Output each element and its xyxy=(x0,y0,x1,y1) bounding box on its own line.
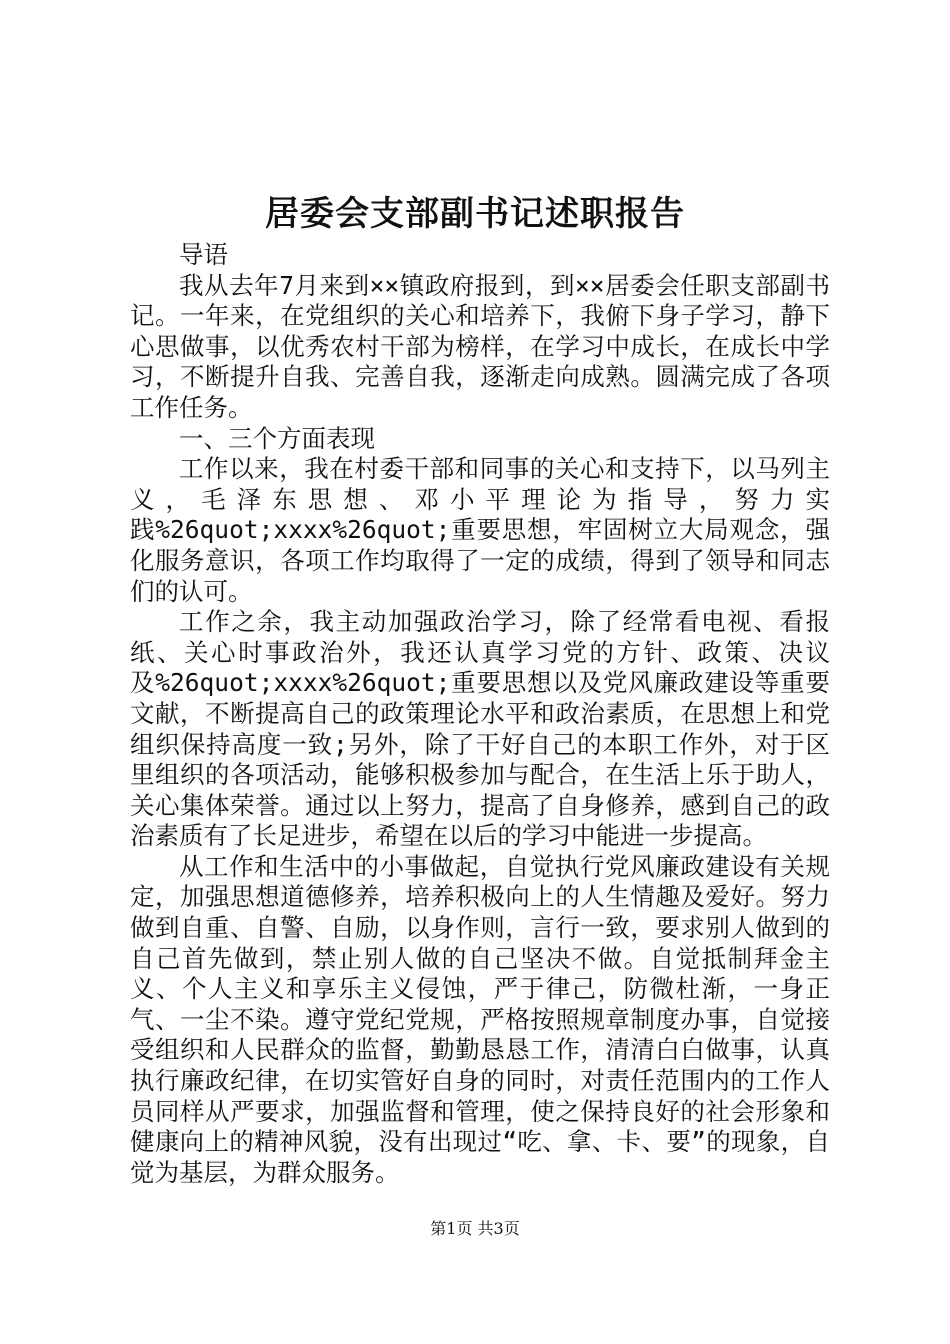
page-footer: 第1页 共3页 xyxy=(430,1219,520,1238)
paragraph: 工作之余，我主动加强政治学习，除了经常看电视、看报纸、关心时事政治外，我还认真学习党的方针、政策、决议及%26quot;xxxx%26quot;重要思想以及党风廉政建设等重要文献，不断提高自己的政策理论水平和政治素质，在思想上和党组织保持高度一致;另外，除了干好自己的本职工作外，对于区里组织的各项活动，能够积极参加与配合，在生活上乐于助人，关心集体荣誉。通过以上努力，提高了自身修养，感到自己的政治素质有了长足进步，希望在以后的学习中能进一步提高。 xyxy=(130,607,830,851)
document-body xyxy=(130,240,830,1188)
paragraph: 工作以来，我在村委干部和同事的关心和支持下，以马列主义，毛泽东思想、邓小平理论为指导，努力实践%26quot;xxxx%26quot;重要思想，牢固树立大局观念，强化服务意识，各项工作均取得了一定的成绩，得到了领导和同志们的认可。 xyxy=(130,454,830,606)
paragraph: 我从去年7月来到××镇政府报到，到××居委会任职支部副书记。一年来，在党组织的关心和培养下，我俯下身子学习，静下心思做事，以优秀农村干部为榜样，在学习中成长，在成长中学习，不断提升自我、完善自我，逐渐走向成熟。圆满完成了各项工作任务。 xyxy=(130,270,830,422)
document-title: 居委会支部副书记述职报告 xyxy=(265,194,685,234)
paragraph: 从工作和生活中的小事做起，自觉执行党风廉政建设有关规定，加强思想道德修养，培养积极向上的人生情趣及爱好。努力做到自重、自警、自励，以身作则，言行一致，要求别人做到的自己首先做到，禁止别人做的自己坚决不做。自觉抵制拜金主义、个人主义和享乐主义侵蚀，严于律己，防微杜渐，一身正气、一尘不染。遵守党纪党规，严格按照规章制度办事，自觉接受组织和人民群众的监督，勤勤恳恳工作，清清白白做事，认真执行廉政纪律，在切实管好自身的同时，对责任范围内的工作人员同样从严要求，加强监督和管理，使之保持良好的社会形象和健康向上的精神风貌，没有出现过“吃、拿、卡、要”的现象，自觉为基层，为群众服务。 xyxy=(130,851,830,1187)
intro-heading: 导语 xyxy=(179,240,228,269)
section-heading: 一、三个方面表现 xyxy=(179,423,375,453)
